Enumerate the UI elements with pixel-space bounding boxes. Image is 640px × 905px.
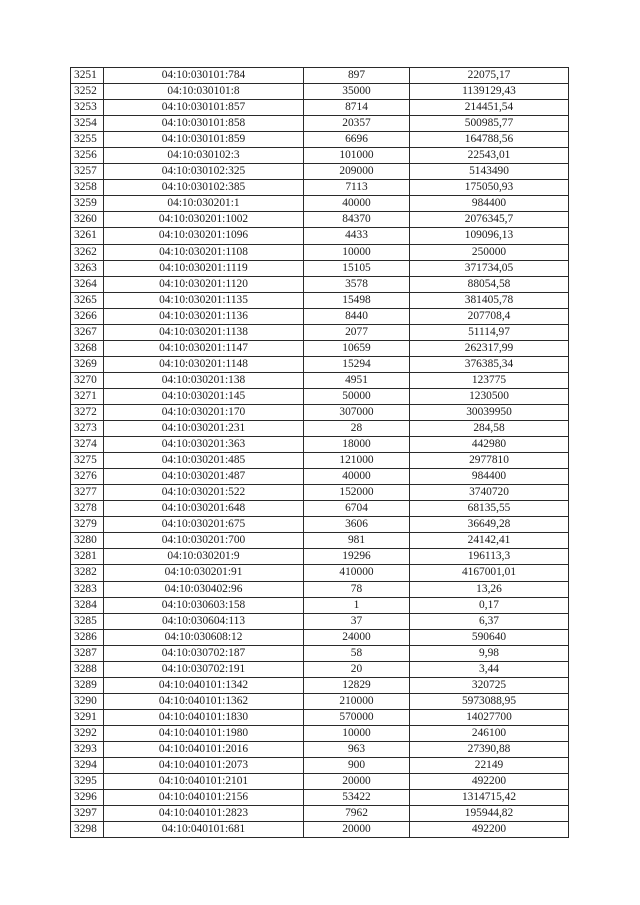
area-value: 307000 xyxy=(304,404,410,420)
table-row xyxy=(71,404,569,420)
cost-value: 164788,56 xyxy=(410,132,569,148)
cadastral-number: 04:10:030201:9 xyxy=(104,549,304,565)
area-value: 3606 xyxy=(304,517,410,533)
table-row xyxy=(71,116,569,132)
table-row xyxy=(71,453,569,469)
row-number: 3283 xyxy=(71,581,104,597)
cost-value: 22149 xyxy=(410,758,569,774)
row-number: 3278 xyxy=(71,501,104,517)
row-number: 3261 xyxy=(71,228,104,244)
cadastral-number: 04:10:040101:1830 xyxy=(104,709,304,725)
row-number: 3288 xyxy=(71,661,104,677)
table-row xyxy=(71,421,569,437)
cost-value: 123775 xyxy=(410,372,569,388)
area-value: 1 xyxy=(304,597,410,613)
row-number: 3280 xyxy=(71,533,104,549)
row-number: 3252 xyxy=(71,84,104,100)
cost-value: 6,37 xyxy=(410,613,569,629)
cadastral-number: 04:10:030201:145 xyxy=(104,388,304,404)
cost-value: 207708,4 xyxy=(410,308,569,324)
cadastral-number: 04:10:040101:2016 xyxy=(104,741,304,757)
cadastral-number: 04:10:030201:1120 xyxy=(104,276,304,292)
cadastral-number: 04:10:030201:648 xyxy=(104,501,304,517)
area-value: 24000 xyxy=(304,629,410,645)
cadastral-number: 04:10:030201:1108 xyxy=(104,244,304,260)
table-row xyxy=(71,661,569,677)
area-value: 7113 xyxy=(304,180,410,196)
table-row xyxy=(71,356,569,372)
table-row xyxy=(71,517,569,533)
cost-value: 984400 xyxy=(410,196,569,212)
table-row xyxy=(71,164,569,180)
area-value: 58 xyxy=(304,645,410,661)
area-value: 900 xyxy=(304,758,410,774)
cadastral-number: 04:10:030201:170 xyxy=(104,404,304,420)
cost-value: 195944,82 xyxy=(410,806,569,822)
cadastral-number: 04:10:040101:1342 xyxy=(104,677,304,693)
cost-value: 262317,99 xyxy=(410,340,569,356)
cadastral-number: 04:10:030102:3 xyxy=(104,148,304,164)
area-value: 4433 xyxy=(304,228,410,244)
row-number: 3290 xyxy=(71,693,104,709)
table-row xyxy=(71,822,569,838)
area-value: 10659 xyxy=(304,340,410,356)
cadastral-number: 04:10:030201:1147 xyxy=(104,340,304,356)
cost-value: 246100 xyxy=(410,725,569,741)
row-number: 3256 xyxy=(71,148,104,164)
area-value: 152000 xyxy=(304,485,410,501)
table-row xyxy=(71,741,569,757)
area-value: 15498 xyxy=(304,292,410,308)
table-row xyxy=(71,437,569,453)
cadastral-value-table xyxy=(70,67,569,838)
table-row xyxy=(71,485,569,501)
area-value: 50000 xyxy=(304,388,410,404)
table-row xyxy=(71,581,569,597)
cost-value: 2076345,7 xyxy=(410,212,569,228)
area-value: 6696 xyxy=(304,132,410,148)
cost-value: 22075,17 xyxy=(410,68,569,84)
table-row xyxy=(71,324,569,340)
area-value: 84370 xyxy=(304,212,410,228)
cost-value: 1230500 xyxy=(410,388,569,404)
area-value: 4951 xyxy=(304,372,410,388)
cost-value: 590640 xyxy=(410,629,569,645)
row-number: 3289 xyxy=(71,677,104,693)
cadastral-number: 04:10:030201:1096 xyxy=(104,228,304,244)
cadastral-number: 04:10:030201:1002 xyxy=(104,212,304,228)
row-number: 3267 xyxy=(71,324,104,340)
row-number: 3265 xyxy=(71,292,104,308)
cadastral-number: 04:10:030201:522 xyxy=(104,485,304,501)
table-row xyxy=(71,693,569,709)
row-number: 3264 xyxy=(71,276,104,292)
table-row xyxy=(71,276,569,292)
cadastral-number: 04:10:030201:231 xyxy=(104,421,304,437)
cost-value: 492200 xyxy=(410,774,569,790)
row-number: 3255 xyxy=(71,132,104,148)
cost-value: 88054,58 xyxy=(410,276,569,292)
table-row xyxy=(71,677,569,693)
cadastral-number: 04:10:030101:784 xyxy=(104,68,304,84)
table-row xyxy=(71,549,569,565)
row-number: 3281 xyxy=(71,549,104,565)
cost-value: 250000 xyxy=(410,244,569,260)
cost-value: 3740720 xyxy=(410,485,569,501)
area-value: 40000 xyxy=(304,469,410,485)
area-value: 20000 xyxy=(304,822,410,838)
table-row xyxy=(71,613,569,629)
table-row xyxy=(71,790,569,806)
area-value: 10000 xyxy=(304,244,410,260)
row-number: 3286 xyxy=(71,629,104,645)
table-row xyxy=(71,709,569,725)
row-number: 3274 xyxy=(71,437,104,453)
area-value: 8440 xyxy=(304,308,410,324)
row-number: 3298 xyxy=(71,822,104,838)
table-row xyxy=(71,629,569,645)
cadastral-number: 04:10:040101:2823 xyxy=(104,806,304,822)
cost-value: 24142,41 xyxy=(410,533,569,549)
row-number: 3270 xyxy=(71,372,104,388)
cadastral-number: 04:10:030201:138 xyxy=(104,372,304,388)
table-row xyxy=(71,645,569,661)
row-number: 3292 xyxy=(71,725,104,741)
cadastral-number: 04:10:030604:113 xyxy=(104,613,304,629)
cadastral-number: 04:10:030201:700 xyxy=(104,533,304,549)
cadastral-number: 04:10:040101:1362 xyxy=(104,693,304,709)
area-value: 3578 xyxy=(304,276,410,292)
cadastral-number: 04:10:030702:191 xyxy=(104,661,304,677)
row-number: 3251 xyxy=(71,68,104,84)
cadastral-number: 04:10:030101:859 xyxy=(104,132,304,148)
area-value: 15105 xyxy=(304,260,410,276)
area-value: 53422 xyxy=(304,790,410,806)
cadastral-number: 04:10:040101:1980 xyxy=(104,725,304,741)
cadastral-number: 04:10:030201:1138 xyxy=(104,324,304,340)
area-value: 963 xyxy=(304,741,410,757)
cost-value: 5973088,95 xyxy=(410,693,569,709)
row-number: 3253 xyxy=(71,100,104,116)
row-number: 3262 xyxy=(71,244,104,260)
cadastral-number: 04:10:030201:487 xyxy=(104,469,304,485)
area-value: 121000 xyxy=(304,453,410,469)
area-value: 20000 xyxy=(304,774,410,790)
table-row xyxy=(71,212,569,228)
area-value: 6704 xyxy=(304,501,410,517)
row-number: 3266 xyxy=(71,308,104,324)
cadastral-number: 04:10:030102:325 xyxy=(104,164,304,180)
table-row xyxy=(71,340,569,356)
cadastral-number: 04:10:030102:385 xyxy=(104,180,304,196)
cost-value: 51114,97 xyxy=(410,324,569,340)
table-row xyxy=(71,292,569,308)
row-number: 3269 xyxy=(71,356,104,372)
cadastral-number: 04:10:030702:187 xyxy=(104,645,304,661)
cadastral-number: 04:10:030402:96 xyxy=(104,581,304,597)
row-number: 3279 xyxy=(71,517,104,533)
table-row xyxy=(71,308,569,324)
cadastral-number: 04:10:030101:857 xyxy=(104,100,304,116)
table-row xyxy=(71,806,569,822)
table-row xyxy=(71,228,569,244)
table-row xyxy=(71,196,569,212)
area-value: 7962 xyxy=(304,806,410,822)
cadastral-number: 04:10:030201:363 xyxy=(104,437,304,453)
area-value: 8714 xyxy=(304,100,410,116)
cost-value: 22543,01 xyxy=(410,148,569,164)
table-row xyxy=(71,372,569,388)
row-number: 3276 xyxy=(71,469,104,485)
area-value: 210000 xyxy=(304,693,410,709)
row-number: 3272 xyxy=(71,404,104,420)
area-value: 40000 xyxy=(304,196,410,212)
area-value: 897 xyxy=(304,68,410,84)
cadastral-number: 04:10:030201:1 xyxy=(104,196,304,212)
area-value: 19296 xyxy=(304,549,410,565)
cost-value: 381405,78 xyxy=(410,292,569,308)
cost-value: 27390,88 xyxy=(410,741,569,757)
cadastral-number: 04:10:030608:12 xyxy=(104,629,304,645)
cost-value: 1139129,43 xyxy=(410,84,569,100)
area-value: 12829 xyxy=(304,677,410,693)
area-value: 981 xyxy=(304,533,410,549)
cost-value: 36649,28 xyxy=(410,517,569,533)
cadastral-number: 04:10:040101:681 xyxy=(104,822,304,838)
row-number: 3295 xyxy=(71,774,104,790)
cadastral-number: 04:10:030201:485 xyxy=(104,453,304,469)
cadastral-number: 04:10:030101:8 xyxy=(104,84,304,100)
cost-value: 0,17 xyxy=(410,597,569,613)
table-row xyxy=(71,68,569,84)
row-number: 3297 xyxy=(71,806,104,822)
cost-value: 371734,05 xyxy=(410,260,569,276)
table-row xyxy=(71,774,569,790)
table-row xyxy=(71,244,569,260)
table-row xyxy=(71,725,569,741)
row-number: 3282 xyxy=(71,565,104,581)
cost-value: 13,26 xyxy=(410,581,569,597)
area-value: 20 xyxy=(304,661,410,677)
table-row xyxy=(71,533,569,549)
cadastral-number: 04:10:040101:2073 xyxy=(104,758,304,774)
area-value: 209000 xyxy=(304,164,410,180)
table-row xyxy=(71,132,569,148)
cadastral-number: 04:10:040101:2101 xyxy=(104,774,304,790)
row-number: 3257 xyxy=(71,164,104,180)
cadastral-number: 04:10:030201:91 xyxy=(104,565,304,581)
table-row xyxy=(71,84,569,100)
row-number: 3277 xyxy=(71,485,104,501)
cost-value: 3,44 xyxy=(410,661,569,677)
table-row xyxy=(71,501,569,517)
area-value: 37 xyxy=(304,613,410,629)
row-number: 3293 xyxy=(71,741,104,757)
table-row xyxy=(71,260,569,276)
cost-value: 284,58 xyxy=(410,421,569,437)
area-value: 410000 xyxy=(304,565,410,581)
cost-value: 68135,55 xyxy=(410,501,569,517)
row-number: 3294 xyxy=(71,758,104,774)
row-number: 3291 xyxy=(71,709,104,725)
cadastral-number: 04:10:040101:2156 xyxy=(104,790,304,806)
table-row xyxy=(71,100,569,116)
cost-value: 109096,13 xyxy=(410,228,569,244)
cost-value: 2977810 xyxy=(410,453,569,469)
cost-value: 214451,54 xyxy=(410,100,569,116)
area-value: 10000 xyxy=(304,725,410,741)
row-number: 3254 xyxy=(71,116,104,132)
row-number: 3285 xyxy=(71,613,104,629)
cadastral-number: 04:10:030201:1119 xyxy=(104,260,304,276)
row-number: 3284 xyxy=(71,597,104,613)
cadastral-number: 04:10:030201:1136 xyxy=(104,308,304,324)
cost-value: 492200 xyxy=(410,822,569,838)
table-row xyxy=(71,469,569,485)
cost-value: 442980 xyxy=(410,437,569,453)
cadastral-number: 04:10:030201:1135 xyxy=(104,292,304,308)
row-number: 3268 xyxy=(71,340,104,356)
cost-value: 5143490 xyxy=(410,164,569,180)
row-number: 3271 xyxy=(71,388,104,404)
row-number: 3287 xyxy=(71,645,104,661)
table-row xyxy=(71,565,569,581)
area-value: 101000 xyxy=(304,148,410,164)
cost-value: 984400 xyxy=(410,469,569,485)
cost-value: 14027700 xyxy=(410,709,569,725)
cost-value: 196113,3 xyxy=(410,549,569,565)
area-value: 20357 xyxy=(304,116,410,132)
cost-value: 175050,93 xyxy=(410,180,569,196)
table-row xyxy=(71,148,569,164)
area-value: 78 xyxy=(304,581,410,597)
area-value: 35000 xyxy=(304,84,410,100)
row-number: 3263 xyxy=(71,260,104,276)
cost-value: 9,98 xyxy=(410,645,569,661)
area-value: 18000 xyxy=(304,437,410,453)
cost-value: 4167001,01 xyxy=(410,565,569,581)
cost-value: 1314715,42 xyxy=(410,790,569,806)
row-number: 3260 xyxy=(71,212,104,228)
cost-value: 376385,34 xyxy=(410,356,569,372)
table-row xyxy=(71,758,569,774)
area-value: 28 xyxy=(304,421,410,437)
row-number: 3273 xyxy=(71,421,104,437)
area-value: 570000 xyxy=(304,709,410,725)
cadastral-number: 04:10:030201:675 xyxy=(104,517,304,533)
cost-value: 500985,77 xyxy=(410,116,569,132)
table-row xyxy=(71,180,569,196)
cadastral-number: 04:10:030603:158 xyxy=(104,597,304,613)
cadastral-number: 04:10:030101:858 xyxy=(104,116,304,132)
row-number: 3259 xyxy=(71,196,104,212)
table-row xyxy=(71,597,569,613)
cadastral-number: 04:10:030201:1148 xyxy=(104,356,304,372)
row-number: 3258 xyxy=(71,180,104,196)
area-value: 2077 xyxy=(304,324,410,340)
table-row xyxy=(71,388,569,404)
cost-value: 320725 xyxy=(410,677,569,693)
area-value: 15294 xyxy=(304,356,410,372)
row-number: 3275 xyxy=(71,453,104,469)
table-body xyxy=(71,68,569,838)
row-number: 3296 xyxy=(71,790,104,806)
cost-value: 30039950 xyxy=(410,404,569,420)
